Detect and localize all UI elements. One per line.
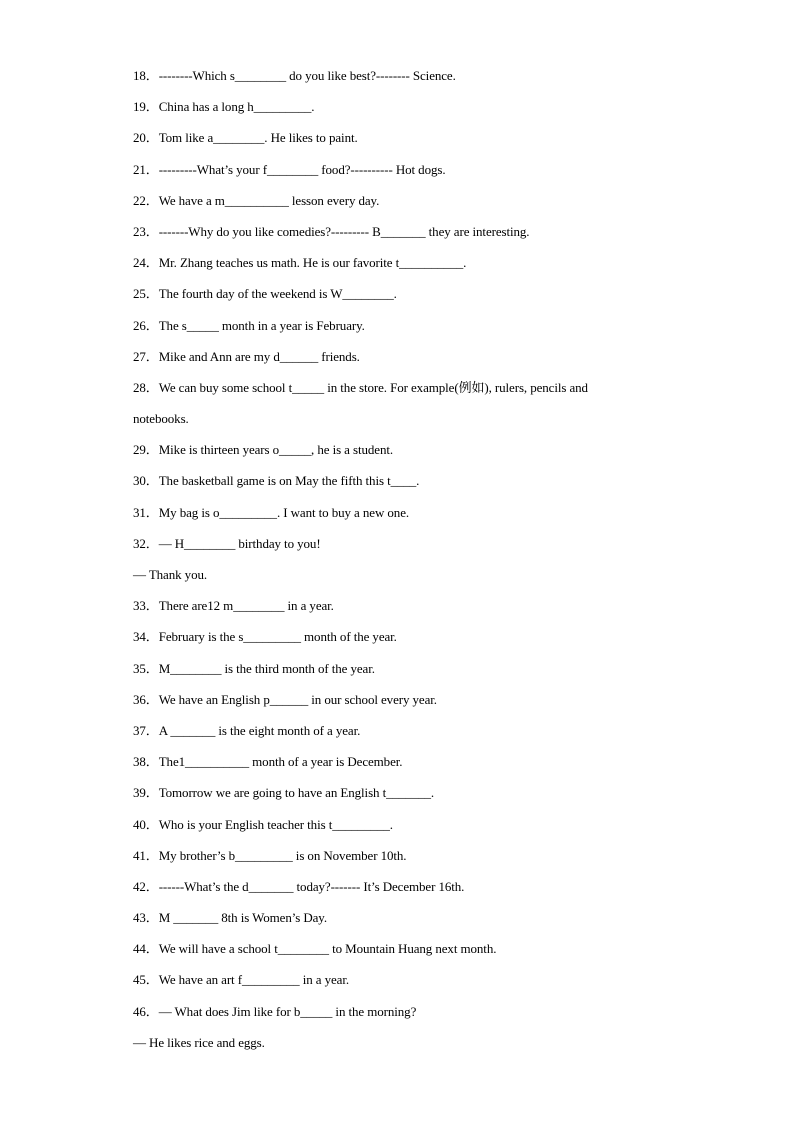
exercise-18: 18．--------Which s________ do you like best?-------- Science. — [133, 68, 456, 83]
exercise-37: 37．A _______ is the eight month of a year. — [133, 722, 361, 738]
exercise-30: 30．The basketball game is on May the fifth this t____. — [133, 473, 420, 489]
exercise-46-reply: — He likes rice and eggs. — [133, 1034, 265, 1050]
exercise-42: 42．------What’s the d_______ today?------- It’s December 16th. — [133, 878, 465, 894]
exercise-19: 19．China has a long h_________. — [133, 99, 315, 115]
exercise-23: 23．-------Why do you like comedies?--------- B_______ they are interesting. — [133, 223, 530, 239]
exercise-44: 44．We will have a school t________ to Mountain Huang next month. — [133, 941, 497, 957]
exercise-29: 29．Mike is thirteen years o_____, he is a student. — [133, 442, 394, 458]
exercise-24: 24．Mr. Zhang teaches us math. He is our favorite t__________. — [133, 255, 467, 271]
exercise-list — [133, 64, 693, 1062]
exercise-26: 26．The s_____ month in a year is February. — [133, 317, 365, 333]
exercise-31: 31．My bag is o_________. I want to buy a new one. — [133, 504, 410, 520]
exercise-39: 39．Tomorrow we are going to have an English t_______. — [133, 785, 435, 801]
exercise-38: 38．The1__________ month of a year is December. — [133, 754, 403, 770]
exercise-43: 43．M _______ 8th is Women’s Day. — [133, 910, 328, 926]
exercise-41: 41．My brother’s b_________ is on November 10th. — [133, 847, 407, 863]
exercise-36: 36．We have an English p______ in our school every year. — [133, 691, 437, 707]
exercise-33: 33．There are12 m________ in a year. — [133, 598, 334, 614]
exercise-28-continued: notebooks. — [133, 411, 189, 427]
exercise-45: 45．We have an art f_________ in a year. — [133, 972, 349, 988]
exercise-46: 46．— What does Jim like for b_____ in the morning? — [133, 1003, 417, 1019]
exercise-25: 25．The fourth day of the weekend is W________. — [133, 286, 397, 302]
exercise-35: 35．M________ is the third month of the year. — [133, 660, 375, 676]
exercise-28: 28．We can buy some school t_____ in the store. For example(例如), rulers, pencils and — [133, 379, 588, 395]
exercise-34: 34．February is the s_________ month of the year. — [133, 629, 397, 645]
exercise-27: 27．Mike and Ann are my d______ friends. — [133, 348, 360, 364]
exercise-40: 40．Who is your English teacher this t_________. — [133, 816, 393, 832]
exercise-32-reply: — Thank you. — [133, 567, 208, 582]
exercise-20: 20．Tom like a________. He likes to paint. — [133, 130, 358, 146]
exercise-21: 21．---------What’s your f________ food?---------- Hot dogs. — [133, 161, 446, 177]
exercise-22: 22．We have a m__________ lesson every day. — [133, 192, 380, 208]
exercise-32: 32．— H________ birthday to you! — [133, 535, 321, 551]
